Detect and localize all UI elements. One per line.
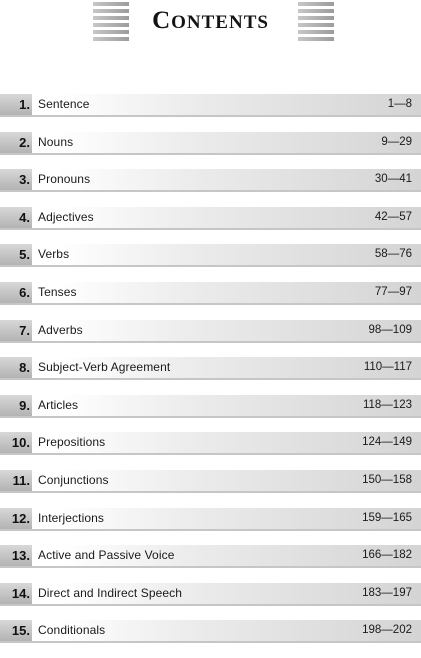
toc-entry[interactable] <box>0 132 421 170</box>
page-range: 118—123 <box>362 398 412 411</box>
entry-rule <box>0 265 421 267</box>
page-range: 110—117 <box>363 361 412 374</box>
title-rest: ONTENTS <box>171 12 269 33</box>
toc-entry[interactable] <box>0 470 421 508</box>
chapter-number: 3. <box>0 169 32 190</box>
chapter-number: 14. <box>0 583 32 604</box>
chapter-number: 8. <box>0 357 32 378</box>
chapter-number: 9. <box>0 395 32 416</box>
chapter-number: 15. <box>0 620 32 641</box>
chapter-title[interactable]: Articles <box>38 397 79 412</box>
page-range: 42—57 <box>374 210 412 223</box>
toc-entry[interactable] <box>0 94 421 132</box>
toc-entry[interactable] <box>0 545 421 583</box>
page-range: 30—41 <box>374 173 412 186</box>
toc-entry[interactable] <box>0 620 421 658</box>
toc-entry[interactable] <box>0 432 421 470</box>
entry-rule <box>0 491 421 493</box>
toc-entry[interactable] <box>0 169 421 207</box>
entry-rule <box>0 190 421 192</box>
entry-rule <box>0 341 421 343</box>
entry-rule <box>0 115 421 117</box>
chapter-title[interactable]: Pronouns <box>38 172 91 187</box>
entry-rule <box>0 453 421 455</box>
toc-entry[interactable] <box>0 395 421 433</box>
chapter-title[interactable]: Direct and Indirect Speech <box>38 585 183 600</box>
toc-entry[interactable] <box>0 207 421 245</box>
entry-rule <box>0 378 421 380</box>
entry-rule <box>0 566 421 568</box>
page-range: 198—202 <box>362 624 412 637</box>
toc-entry[interactable] <box>0 583 421 621</box>
chapter-title[interactable]: Interjections <box>38 510 104 525</box>
chapter-title[interactable]: Tenses <box>38 284 77 299</box>
table-of-contents <box>0 94 421 658</box>
page-range: 166—182 <box>362 549 412 562</box>
chapter-number: 13. <box>0 545 32 566</box>
chapter-title[interactable]: Conditionals <box>38 623 106 638</box>
chapter-number: 2. <box>0 132 32 153</box>
chapter-title[interactable]: Nouns <box>38 134 74 149</box>
entry-rule <box>0 416 421 418</box>
chapter-number: 6. <box>0 282 32 303</box>
chapter-number: 7. <box>0 320 32 341</box>
chapter-number: 4. <box>0 207 32 228</box>
page-range: 9—29 <box>381 135 412 148</box>
toc-entry[interactable] <box>0 282 421 320</box>
page-range: 159—165 <box>362 511 412 524</box>
entry-rule <box>0 228 421 230</box>
page-header <box>0 0 421 44</box>
chapter-number: 10. <box>0 432 32 453</box>
entry-rule <box>0 153 421 155</box>
chapter-title[interactable]: Conjunctions <box>38 472 109 487</box>
entry-rule <box>0 303 421 305</box>
page-range: 58—76 <box>374 248 412 261</box>
decorative-stripes-right <box>298 2 334 44</box>
chapter-title[interactable]: Active and Passive Voice <box>38 548 175 563</box>
chapter-title[interactable]: Subject-Verb Agreement <box>38 360 171 375</box>
chapter-title[interactable]: Sentence <box>38 97 90 111</box>
chapter-number: 12. <box>0 508 32 529</box>
title-initial: C <box>152 7 172 34</box>
page-range: 124—149 <box>362 436 412 449</box>
chapter-number: 1. <box>0 94 32 115</box>
entry-rule <box>0 529 421 531</box>
chapter-number: 11. <box>0 470 32 491</box>
chapter-title[interactable]: Adjectives <box>38 209 94 224</box>
page-range: 150—158 <box>362 473 412 486</box>
toc-entry[interactable] <box>0 508 421 546</box>
toc-entry[interactable] <box>0 244 421 282</box>
page-range: 183—197 <box>362 586 412 599</box>
page-range: 98—109 <box>368 323 412 336</box>
page-title <box>0 7 421 35</box>
toc-entry[interactable] <box>0 320 421 358</box>
chapter-title[interactable]: Verbs <box>38 247 70 262</box>
entry-rule <box>0 641 421 643</box>
chapter-title[interactable]: Adverbs <box>38 322 83 337</box>
page-range: 77—97 <box>374 285 412 298</box>
chapter-title[interactable]: Prepositions <box>38 435 106 450</box>
chapter-number: 5. <box>0 244 32 265</box>
toc-entry[interactable] <box>0 357 421 395</box>
page-range: 1—8 <box>387 98 412 110</box>
entry-rule <box>0 604 421 606</box>
